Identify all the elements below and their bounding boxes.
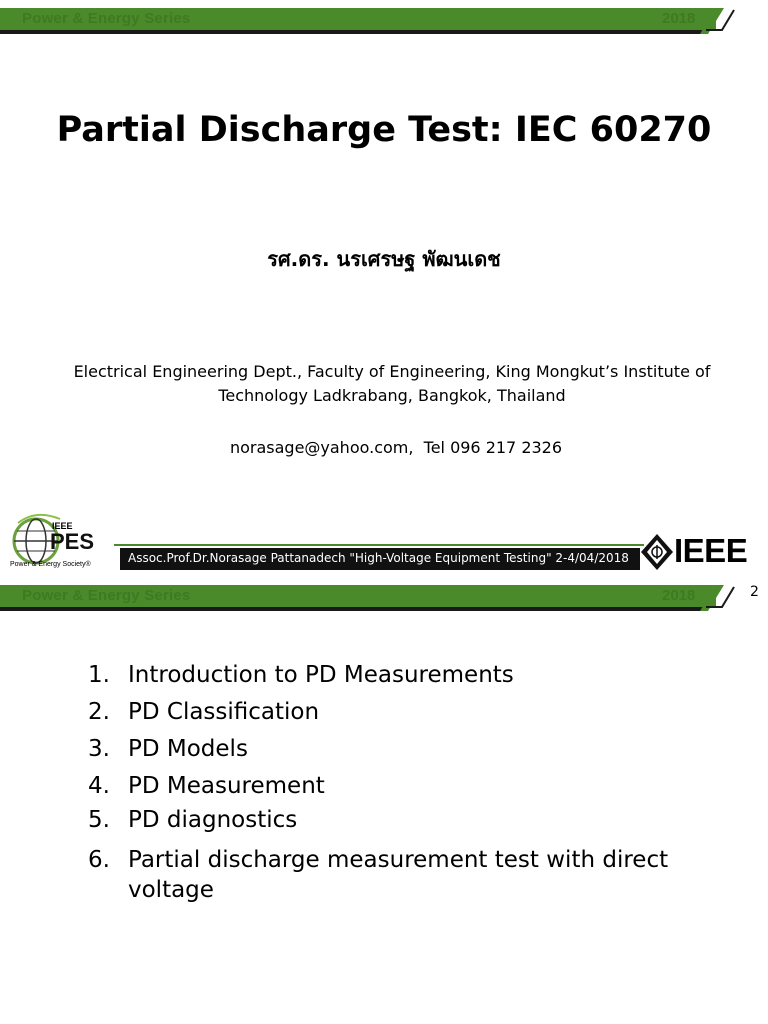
contact-info: norasage@yahoo.com, Tel 096 217 2326 bbox=[229, 438, 563, 457]
list-item-number: 4. bbox=[88, 773, 110, 799]
footer-bar bbox=[120, 548, 640, 570]
banner-slash-icon bbox=[700, 585, 740, 611]
author-name: รศ.ดร. นรเศรษฐ พัฒนเดช bbox=[267, 247, 501, 271]
list-item-number: 2. bbox=[88, 699, 110, 725]
list-item-text: PD diagnostics bbox=[128, 807, 298, 833]
list-item-text: Partial discharge measurement test with direct voltage bbox=[128, 847, 669, 903]
list-item bbox=[88, 734, 708, 764]
footer-accent-line bbox=[114, 544, 644, 546]
pes-logo bbox=[8, 505, 118, 575]
banner-underline bbox=[0, 607, 706, 611]
list-item-number: 6. bbox=[88, 847, 110, 873]
ieee-logo-text: IEEE bbox=[674, 532, 748, 569]
affiliation: Electrical Engineering Dept., Faculty of Engineering, King Mongkut’s Institute of Technology Ladkrabang, Bangkok, Thailand bbox=[73, 362, 711, 405]
banner-year: 2018 bbox=[662, 10, 696, 27]
list-item-text: PD Models bbox=[128, 736, 248, 762]
list-item bbox=[88, 660, 708, 690]
list-item bbox=[88, 805, 708, 835]
banner-year: 2018 bbox=[662, 587, 696, 604]
banner-underline bbox=[0, 30, 706, 34]
pes-logo-ieee: IEEE bbox=[52, 521, 73, 531]
list-item-text: PD Measurement bbox=[128, 773, 325, 799]
banner-series-label: Power & Energy Series bbox=[22, 587, 191, 604]
pes-logo-subtitle: Power & Energy Society® bbox=[10, 561, 91, 568]
header-banner bbox=[0, 8, 768, 34]
banner-slash-icon bbox=[700, 8, 740, 34]
pes-logo-text: PES bbox=[50, 529, 95, 554]
banner-series-label: Power & Energy Series bbox=[22, 10, 191, 27]
list-item-text: PD Classification bbox=[128, 699, 320, 725]
list-item bbox=[88, 771, 708, 801]
agenda-list bbox=[88, 660, 708, 905]
list-item-number: 3. bbox=[88, 736, 110, 762]
header-banner-2 bbox=[0, 585, 768, 611]
page-number: 2 bbox=[750, 584, 759, 600]
list-item-number: 1. bbox=[88, 662, 110, 688]
slide-title: Partial Discharge Test: IEC 60270 bbox=[56, 110, 712, 150]
footer-text: Assoc.Prof.Dr.Norasage Pattanadech "High-Voltage Equipment Testing" 2-4/04/2018 bbox=[128, 551, 629, 565]
list-item bbox=[88, 697, 708, 727]
list-item-text: Introduction to PD Measurements bbox=[128, 662, 514, 688]
list-item-number: 5. bbox=[88, 807, 110, 833]
list-item bbox=[88, 845, 708, 905]
